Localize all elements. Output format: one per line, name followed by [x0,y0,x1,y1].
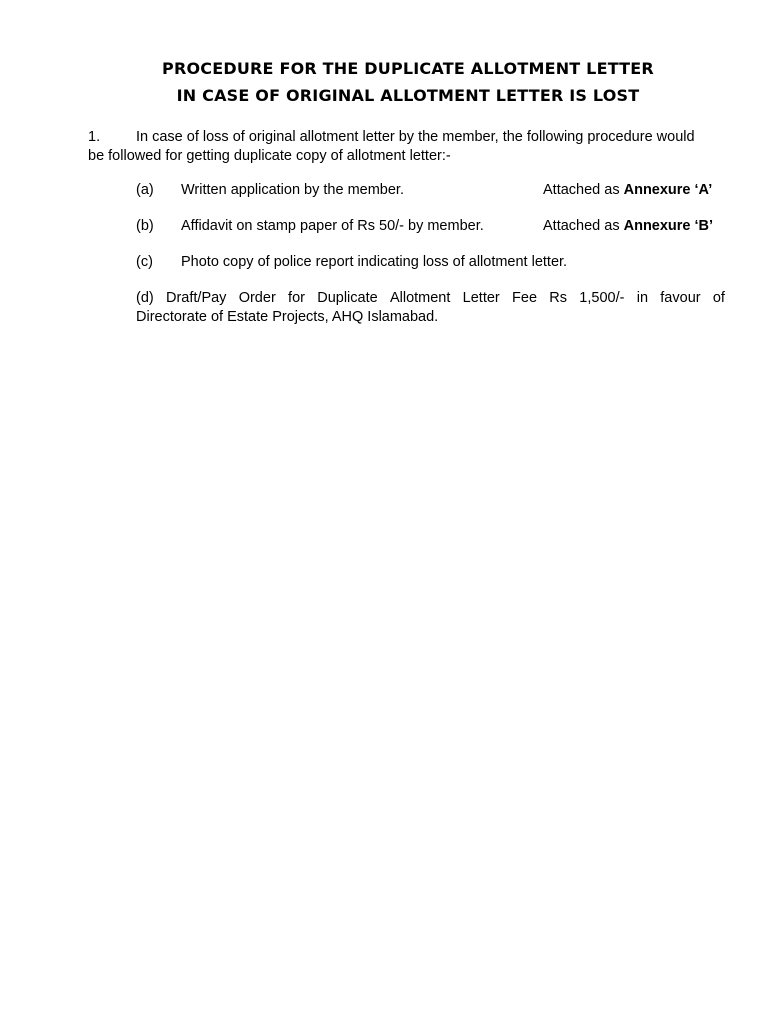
annexure-name: Annexure ‘A’ [623,182,713,198]
document-title-line-2: IN CASE OF ORIGINAL ALLOTMENT LETTER IS LOST [176,86,640,105]
justified-word: of [712,290,725,306]
justified-word: Duplicate [317,290,378,306]
annexure-prefix: Attached as [543,182,624,198]
justified-word: for [288,290,305,306]
list-item-text: Photo copy of police report indicating loss of allotment letter. [181,254,568,270]
justified-word: Fee [512,290,538,306]
list-item-c [136,253,725,273]
justified-word: favour [660,290,701,306]
list-item-d-line-2: Directorate of Estate Projects, AHQ Islamabad. [136,309,439,325]
justified-word: Allotment [389,290,451,306]
list-item-label: (d) [136,290,154,306]
paragraph-text-line-2: be followed for getting duplicate copy of allotment letter:- [88,148,451,164]
list-item-d [136,289,725,327]
annexure-prefix: Attached as [543,218,624,234]
list-item-d-line-1 [136,289,725,308]
annexure-reference [543,217,713,236]
list-item-label: (a) [136,182,154,198]
list-item-text: Affidavit on stamp paper of Rs 50/- by member. [181,218,484,234]
justified-word: Letter [462,290,500,306]
paragraph-1 [88,128,725,166]
list-item-label: (c) [136,254,153,270]
list-item-a [136,181,725,201]
justified-word: 1,500/- [579,290,625,306]
list-item-b [136,217,725,237]
annexure-reference [543,181,712,200]
justified-word: Draft/Pay [166,290,227,306]
justified-word: Rs [549,290,568,306]
paragraph-text-line-1: In case of loss of original allotment letter by the member, the following procedure would [136,129,695,145]
list-item-text: Written application by the member. [181,182,404,198]
document-title-line-1: PROCEDURE FOR THE DUPLICATE ALLOTMENT LETTER [162,59,654,78]
paragraph-number: 1. [88,129,101,145]
justified-word: Order [238,290,276,306]
annexure-name: Annexure ‘B’ [623,218,714,234]
justified-word: in [636,290,649,306]
list-item-label: (b) [136,218,154,234]
